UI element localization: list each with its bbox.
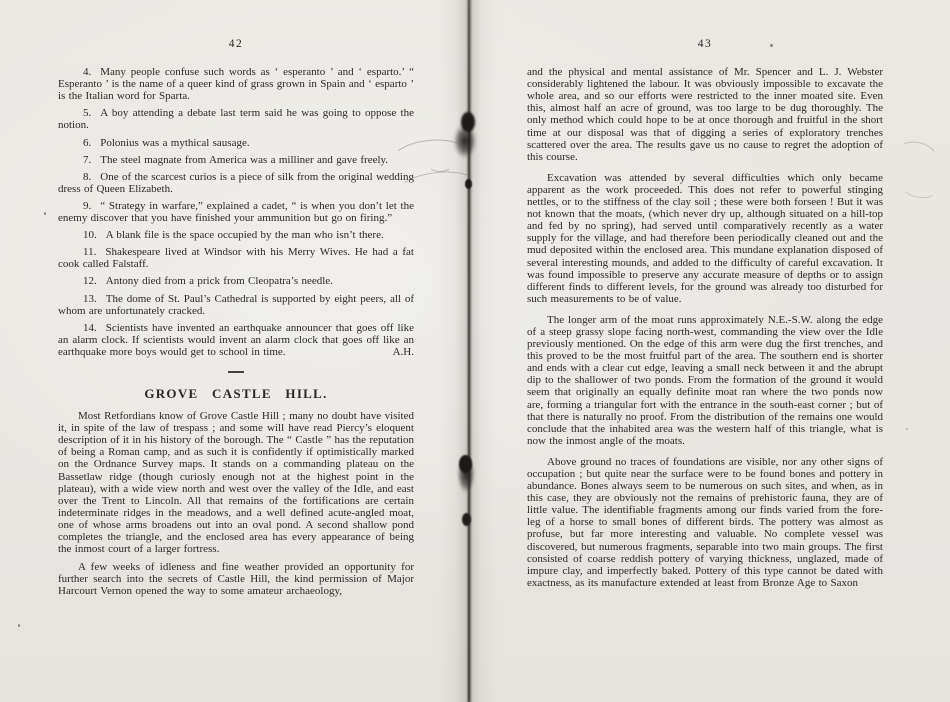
item-text: One of the scarcest curios is a piece of silk from the original wedding dress of Queen Elizabeth. <box>58 170 414 195</box>
spine-line <box>468 0 470 702</box>
item-number: 6. <box>83 136 92 149</box>
scan-speck <box>906 428 908 430</box>
howler-item-7 <box>58 154 414 166</box>
scan-speck <box>44 212 46 215</box>
scan-speck <box>770 44 773 47</box>
item-number: 13. <box>83 292 97 305</box>
paragraph: The longer arm of the moat runs approximately N.E.-S.W. along the edge of a steep grassy slope facing north-west, commanding the view over the Idle previously mentioned. On the edge of this arm were dug the first trenches, and this proved to be the most fruitful part of the area. The southern end is shorter and ends with a clear cut edge, leaving a small neck between it and the abrupt dip to the shallower of two ponds. From the formation of the ground it would seem that originally an equally definite moat ran where the two ponds now are, forming a triangular fort with the entrance in the south-east corner ; but of that there is naturally no proof. From the distribution of the remains one would conclude that the inhabited area was the western half of this triangle, what is now the inmost angle of the moats. <box>527 313 883 447</box>
item-number: 4. <box>83 66 92 79</box>
howler-item-12 <box>58 275 414 287</box>
section-divider <box>228 371 244 373</box>
item-text: Many people confuse such words as ‘ esperanto ’ and ‘ esparto.’ “ Esperanto ’ is the name of a queer kind of grass grown in Spain and ‘ esparto ’ is the Italian word for Sparta. <box>58 66 414 103</box>
paragraph: and the physical and mental assistance of Mr. Spencer and L. J. Webster considerably lightened the labour. It was obviously impossible to excavate the whole area, and so our efforts were restricted to the inner moated site. Even this, almost half an acre of ground, was too large to be dug thoroughly. The only method which could hope to be at once thorough and fruitful in the short time at our disposal was that of digging a series of exploratory trenches scattered over the area. The results gave us no cause to regret the adoption of this course. <box>527 66 883 163</box>
item-text: A boy attending a debate last term said he was going to oppose the notion. <box>58 107 414 132</box>
item-text: Scientists have invented an earthquake announcer that goes off like an alarm clock. If scientists would invent an alarm clock that goes off like an earthquake more boys would get to school in time. <box>58 321 414 358</box>
howler-item-13 <box>58 293 414 317</box>
item-number: 5. <box>83 107 92 120</box>
pencil-mark <box>893 137 941 174</box>
item-text: The dome of St. Paul’s Cathedral is supported by eight peers, all of whom are unfortunately cracked. <box>58 292 414 317</box>
howler-item-5 <box>58 107 414 131</box>
item-text: Shakespeare lived at Windsor with his Merry Wives. He had a fat cook called Falstaff. <box>58 246 414 271</box>
howler-item-8 <box>58 171 414 195</box>
left-page <box>58 38 414 597</box>
howler-item-10 <box>58 229 414 241</box>
pencil-mark <box>428 158 452 172</box>
howler-item-4 <box>58 66 414 102</box>
paragraph: Most Retfordians know of Grove Castle Hill ; many no doubt have visited it, in spite of the law of trespass ; and some will have read Piercy’s eloquent description of it in his history of the borough. The “ Castle ” has the reputation of being a Roman camp, and as such it is confidently if optimistically marked on the Ordnance Survey maps. It stands on a commanding plateau on the Bassetlaw ridge (though curiosly enough not at the highest point in the plateau), with a wide view north and west over the valley of the Idle, and east over the Trent to Lincoln. All that remains of the fortifications are certain indeterminate ridges in the meadows, and a well defined acute-angled moat, one of whose arms broadens out into an oval pond. A second shallow pond completes the triangle, and the enclosed area has every appearance of being the inmost court of a larger fortress. <box>58 410 414 556</box>
item-text: A blank file is the space occupied by the man who isn’t there. <box>105 229 384 242</box>
page-number-right: 43 <box>697 38 713 50</box>
item-number: 11. <box>83 246 97 259</box>
item-number: 14. <box>83 321 97 334</box>
author-initials: A.H. <box>392 345 414 358</box>
pencil-mark <box>901 174 940 201</box>
item-number: 9. <box>83 199 92 212</box>
right-page <box>527 38 883 589</box>
item-number: 7. <box>83 153 92 166</box>
scan-speck <box>18 624 20 627</box>
howler-item-14 <box>58 322 414 358</box>
item-text: Polonius was a mythical sausage. <box>100 136 250 149</box>
howler-item-11 <box>58 246 414 270</box>
howler-item-6 <box>58 137 414 149</box>
item-text: “ Strategy in warfare,” explained a cadet, “ is when you don’t let the enemy discover that you have finished your ammunition but go on firing.” <box>58 199 414 225</box>
paragraph: A few weeks of idleness and fine weather provided an opportunity for further search into the secrets of Castle Hill, the kind permission of Major Harcourt Vernon opened the way to some amateur archaeology, <box>58 561 414 598</box>
paragraph: Above ground no traces of foundations are visible, nor any other signs of occupation ; but quite near the surface were to be found bones and pottery in abundance. Bones always seem to be numerous on such sites, and when, as in this case, they are obviously not the remains of prehistoric fauna, they are of little value. The identifiable fragments among our finds varied from the fore-leg of a horse to small bones of different birds. The pottery was almost as profuse, but far more interesting and valuable. No complete vessel was discovered, but numerous fragments, separable into two main groups. The first consisted of coarse reddish pottery of varying thickness, unglazed, made of impure clay, and imperfectly baked. Pottery of this type cannot be dated with exactness, as its manufacture extended at least from Bronze Age to Saxon <box>527 455 883 589</box>
item-text: The steel magnate from America was a milliner and gave freely. <box>100 153 389 166</box>
ink-blot <box>459 455 472 473</box>
item-text: Antony died from a prick from Cleopatra’s needle. <box>105 275 333 288</box>
paragraph: Excavation was attended by several difficulties which only became apparent as the work proceeded. This does not refer to powerful stinging nettles, or to the stiffness of the clay soil ; these were both forseen ! But it was not known that the moats, (which never dry up, although situated on a hill-top and fed by no spring), had served until comparatively recently as a water supply for the village, and had therefore been periodically cleaned out and the mud deposited within the enclosed area. This mundane explanation disposed of several interesting mounds, and added to the difficulty of careful excavation. It was found impossible to preserve any accurate measure of depths or to assign different finds to different levels, for the ground was already too disturbed for such measurements to be of value. <box>527 171 883 305</box>
ink-blot <box>462 513 471 526</box>
item-number: 8. <box>83 170 92 183</box>
section-heading: GROVE CASTLE HILL. <box>144 385 328 401</box>
page-number-left: 42 <box>228 38 244 50</box>
howler-item-9 <box>58 200 414 224</box>
item-number: 12. <box>83 275 97 288</box>
ink-blot <box>461 112 475 132</box>
item-number: 10. <box>83 229 97 242</box>
